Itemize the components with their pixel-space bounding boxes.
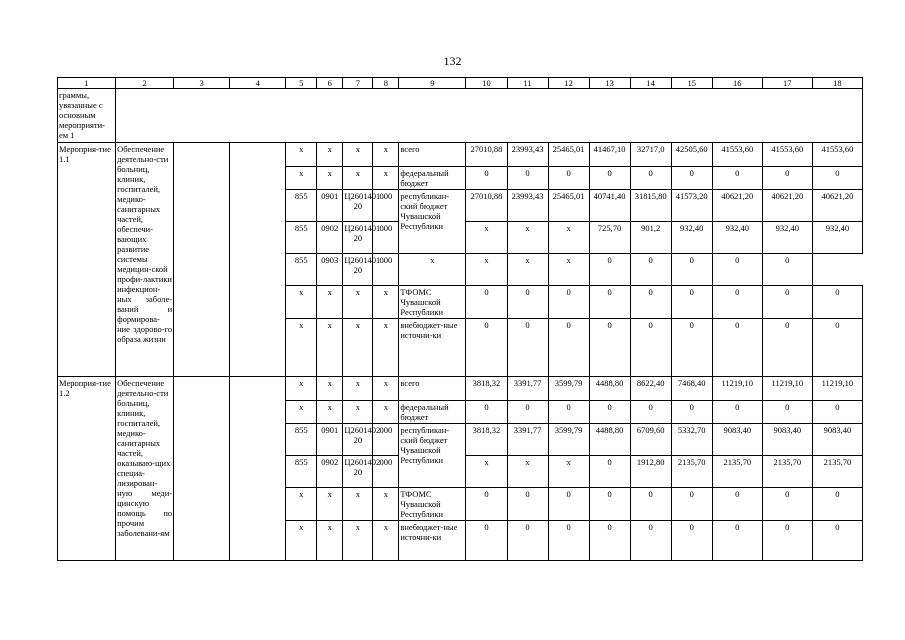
- grbs-cell: 855: [286, 424, 317, 456]
- funding-source-cell: внебюджет-ные источни-ки: [399, 319, 466, 377]
- value-cell: 0: [712, 488, 762, 521]
- value-cell: 41553,60: [762, 143, 812, 167]
- executor-cell: [174, 143, 230, 377]
- value-cell: 0: [712, 167, 762, 190]
- expense-type-cell: x: [373, 377, 399, 401]
- value-cell: 4488,80: [589, 424, 630, 456]
- value-cell: 0: [671, 254, 712, 286]
- value-cell: 0: [630, 254, 671, 286]
- section-cell: x: [317, 286, 343, 319]
- value-cell: 0: [507, 167, 548, 190]
- value-cell: 27010,88: [466, 143, 507, 167]
- value-cell: 3599,79: [548, 424, 589, 456]
- column-number-10: 10: [466, 78, 507, 89]
- table-row: [58, 89, 863, 143]
- expense-type-cell: x: [373, 167, 399, 190]
- section-cell: 0903: [317, 254, 343, 286]
- grbs-cell: x: [286, 143, 317, 167]
- value-cell: 725,70: [589, 222, 630, 254]
- value-cell: 31815,80: [630, 190, 671, 222]
- value-cell: 25465,01: [548, 143, 589, 167]
- value-cell: 2135,70: [712, 456, 762, 488]
- target-article-cell: x: [343, 521, 373, 561]
- value-cell: 0: [762, 286, 812, 319]
- value-cell: 11219,10: [762, 377, 812, 401]
- target-article-cell: x: [343, 319, 373, 377]
- value-cell: 41553,60: [712, 143, 762, 167]
- event-description-cell: Обеспечение деятельно-сти больниц, клиник, госпиталей, медико-санитарных частей, обеспечи-вающих развитие системы медицин-ской профи-лактики инфекцион-ных заболе-ваний и формирова-ние здорово-го образа жизни: [116, 143, 174, 377]
- column-number-2: 2: [116, 78, 174, 89]
- value-cell: 5332,70: [671, 424, 712, 456]
- event-name-cell: Мероприя-тие 1.1: [58, 143, 116, 377]
- table-body: [58, 78, 863, 561]
- value-cell: 0: [589, 456, 630, 488]
- value-cell: 3391,77: [507, 377, 548, 401]
- value-cell: 0: [548, 286, 589, 319]
- continuation-empty-cell: [116, 89, 863, 143]
- column-number-8: 8: [373, 78, 399, 89]
- value-cell: 3391,77: [507, 424, 548, 456]
- value-cell: 0: [630, 319, 671, 377]
- value-cell: x: [399, 254, 466, 286]
- value-cell: 9083,40: [762, 424, 812, 456]
- value-cell: 0: [762, 167, 812, 190]
- value-cell: 2135,70: [762, 456, 812, 488]
- value-cell: 0: [548, 521, 589, 561]
- value-cell: x: [466, 254, 507, 286]
- grbs-cell: x: [286, 488, 317, 521]
- value-cell: 0: [507, 521, 548, 561]
- value-cell: 11219,10: [812, 377, 862, 401]
- page-number: 132: [443, 54, 462, 68]
- grbs-cell: 855: [286, 456, 317, 488]
- section-cell: 0901: [317, 190, 343, 222]
- funding-source-cell: федеральный бюджет: [399, 167, 466, 190]
- column-number-6: 6: [317, 78, 343, 89]
- target-article-cell: x: [343, 167, 373, 190]
- column-number-9: 9: [399, 78, 466, 89]
- column-number-15: 15: [671, 78, 712, 89]
- value-cell: 932,40: [671, 222, 712, 254]
- value-cell: 0: [712, 521, 762, 561]
- value-cell: 23993,43: [507, 143, 548, 167]
- column-number-11: 11: [507, 78, 548, 89]
- value-cell: 3599,79: [548, 377, 589, 401]
- value-cell: 0: [507, 488, 548, 521]
- value-cell: x: [548, 456, 589, 488]
- value-cell: 0: [762, 521, 812, 561]
- value-cell: 0: [630, 286, 671, 319]
- expense-type-cell: 000: [373, 190, 399, 222]
- expense-type-cell: x: [373, 143, 399, 167]
- value-cell: 41553,60: [812, 143, 862, 167]
- value-cell: 932,40: [712, 222, 762, 254]
- target-article-cell: x: [343, 286, 373, 319]
- value-cell: 0: [630, 167, 671, 190]
- funding-source-cell: ТФОМС Чувашской Республики: [399, 286, 466, 319]
- value-cell: x: [507, 254, 548, 286]
- value-cell: 0: [507, 319, 548, 377]
- value-cell: 41467,10: [589, 143, 630, 167]
- column-number-14: 14: [630, 78, 671, 89]
- value-cell: 0: [589, 254, 630, 286]
- value-cell: x: [466, 222, 507, 254]
- column-number-17: 17: [762, 78, 812, 89]
- column-number-3: 3: [174, 78, 230, 89]
- funding-source-cell: всего: [399, 377, 466, 401]
- grbs-cell: x: [286, 521, 317, 561]
- value-cell: 0: [548, 401, 589, 424]
- table-row: [58, 143, 863, 167]
- value-cell: 0: [466, 401, 507, 424]
- value-cell: 0: [548, 167, 589, 190]
- value-cell: 0: [548, 488, 589, 521]
- column-number-18: 18: [812, 78, 862, 89]
- expense-type-cell: 000: [373, 456, 399, 488]
- value-cell: 0: [671, 488, 712, 521]
- target-article-cell: Ц2601401 20: [343, 190, 373, 222]
- value-cell: 0: [812, 401, 862, 424]
- column-number-7: 7: [343, 78, 373, 89]
- value-cell: 40621,20: [712, 190, 762, 222]
- grbs-cell: x: [286, 377, 317, 401]
- value-cell: 2135,70: [671, 456, 712, 488]
- value-cell: 2135,70: [812, 456, 862, 488]
- value-cell: 0: [671, 521, 712, 561]
- continuation-cell: граммы, увязанные с основным мероприяти-ем 1: [58, 89, 116, 143]
- table-row: [58, 377, 863, 401]
- value-cell: 0: [466, 167, 507, 190]
- value-cell: 0: [589, 319, 630, 377]
- funding-source-cell: всего: [399, 143, 466, 167]
- value-cell: 0: [712, 286, 762, 319]
- expense-type-cell: x: [373, 319, 399, 377]
- column-number-13: 13: [589, 78, 630, 89]
- expense-type-cell: x: [373, 286, 399, 319]
- value-cell: x: [548, 254, 589, 286]
- target-article-cell: x: [343, 143, 373, 167]
- expense-type-cell: x: [373, 488, 399, 521]
- grbs-cell: x: [286, 167, 317, 190]
- value-cell: x: [507, 456, 548, 488]
- value-cell: 32717,0: [630, 143, 671, 167]
- value-cell: 41573,20: [671, 190, 712, 222]
- column-number-4: 4: [230, 78, 286, 89]
- value-cell: 3818,32: [466, 377, 507, 401]
- value-cell: 0: [762, 488, 812, 521]
- value-cell: 1912,80: [630, 456, 671, 488]
- value-cell: x: [466, 456, 507, 488]
- expense-type-cell: x: [373, 401, 399, 424]
- section-cell: x: [317, 377, 343, 401]
- grbs-cell: x: [286, 401, 317, 424]
- value-cell: 0: [812, 488, 862, 521]
- value-cell: 0: [466, 286, 507, 319]
- value-cell: 40621,20: [812, 190, 862, 222]
- value-cell: 11219,10: [712, 377, 762, 401]
- value-cell: 0: [812, 319, 862, 377]
- column-number-1: 1: [58, 78, 116, 89]
- value-cell: 0: [812, 521, 862, 561]
- grbs-cell: 855: [286, 190, 317, 222]
- value-cell: 25465,01: [548, 190, 589, 222]
- column-number-12: 12: [548, 78, 589, 89]
- section-cell: x: [317, 401, 343, 424]
- value-cell: 0: [812, 286, 862, 319]
- value-cell: 0: [630, 521, 671, 561]
- value-cell: x: [548, 222, 589, 254]
- grbs-cell: 855: [286, 254, 317, 286]
- expense-type-cell: 000: [373, 424, 399, 456]
- value-cell: 7468,40: [671, 377, 712, 401]
- value-cell: 0: [671, 286, 712, 319]
- event-name-cell: Мероприя-тие 1.2: [58, 377, 116, 561]
- value-cell: 8622,40: [630, 377, 671, 401]
- value-cell: 0: [630, 488, 671, 521]
- value-cell: 9083,40: [712, 424, 762, 456]
- section-cell: x: [317, 167, 343, 190]
- value-cell: 3818,32: [466, 424, 507, 456]
- grbs-cell: x: [286, 319, 317, 377]
- target-article-cell: Ц2601402 20: [343, 424, 373, 456]
- target-article-cell: Ц2601401 20: [343, 254, 373, 286]
- section-cell: 0902: [317, 456, 343, 488]
- column-number-5: 5: [286, 78, 317, 89]
- event-description-cell: Обеспечение деятельно-сти больниц, клиник, госпиталей, медико-санитарных частей, оказываю-щих специа-лизирован-ную меди-цинскую помощь по прочим заболевани-ям: [116, 377, 174, 561]
- expense-type-cell: x: [373, 521, 399, 561]
- value-cell: 0: [589, 488, 630, 521]
- section-cell: x: [317, 143, 343, 167]
- target-article-cell: x: [343, 377, 373, 401]
- grbs-cell: 855: [286, 222, 317, 254]
- value-cell: 0: [712, 319, 762, 377]
- value-cell: x: [507, 222, 548, 254]
- section-cell: x: [317, 521, 343, 561]
- value-cell: 0: [507, 286, 548, 319]
- value-cell: 0: [762, 319, 812, 377]
- target-article-cell: x: [343, 401, 373, 424]
- section-cell: 0901: [317, 424, 343, 456]
- value-cell: 0: [762, 401, 812, 424]
- funding-source-cell: федеральный бюджет: [399, 401, 466, 424]
- value-cell: 0: [589, 521, 630, 561]
- value-cell: 0: [466, 521, 507, 561]
- funding-source-cell: республикан-ский бюджет Чувашской Республики: [399, 190, 466, 254]
- value-cell: 932,40: [762, 222, 812, 254]
- value-cell: 27010,88: [466, 190, 507, 222]
- budget-table: [57, 77, 863, 561]
- participant-cell: [230, 377, 286, 561]
- participant-cell: [230, 143, 286, 377]
- section-cell: 0902: [317, 222, 343, 254]
- expense-type-cell: 000: [373, 254, 399, 286]
- value-cell: 23993,43: [507, 190, 548, 222]
- value-cell: 0: [671, 319, 712, 377]
- grbs-cell: x: [286, 286, 317, 319]
- value-cell: 9083,40: [812, 424, 862, 456]
- value-cell: 0: [762, 254, 812, 286]
- column-number-row: [58, 78, 863, 89]
- value-cell: 40621,20: [762, 190, 812, 222]
- value-cell: 4488,80: [589, 377, 630, 401]
- value-cell: 0: [466, 488, 507, 521]
- target-article-cell: x: [343, 488, 373, 521]
- section-cell: x: [317, 488, 343, 521]
- value-cell: 40741,40: [589, 190, 630, 222]
- value-cell: 0: [507, 401, 548, 424]
- value-cell: 0: [812, 167, 862, 190]
- column-number-16: 16: [712, 78, 762, 89]
- funding-source-cell: республикан-ский бюджет Чувашской Республики: [399, 424, 466, 488]
- value-cell: 901,2: [630, 222, 671, 254]
- funding-source-cell: внебюджет-ные источни-ки: [399, 521, 466, 561]
- expense-type-cell: 000: [373, 222, 399, 254]
- value-cell: 0: [671, 167, 712, 190]
- value-cell: 932,40: [812, 222, 862, 254]
- value-cell: 0: [671, 401, 712, 424]
- value-cell: 0: [712, 401, 762, 424]
- value-cell: 0: [589, 167, 630, 190]
- value-cell: 0: [712, 254, 762, 286]
- section-cell: x: [317, 319, 343, 377]
- value-cell: 42505,60: [671, 143, 712, 167]
- funding-source-cell: ТФОМС Чувашской Республики: [399, 488, 466, 521]
- executor-cell: [174, 377, 230, 561]
- value-cell: 6709,60: [630, 424, 671, 456]
- target-article-cell: Ц2601402 20: [343, 456, 373, 488]
- value-cell: 0: [630, 401, 671, 424]
- value-cell: 0: [466, 319, 507, 377]
- value-cell: 0: [589, 401, 630, 424]
- value-cell: 0: [589, 286, 630, 319]
- value-cell: 0: [548, 319, 589, 377]
- target-article-cell: Ц2601401 20: [343, 222, 373, 254]
